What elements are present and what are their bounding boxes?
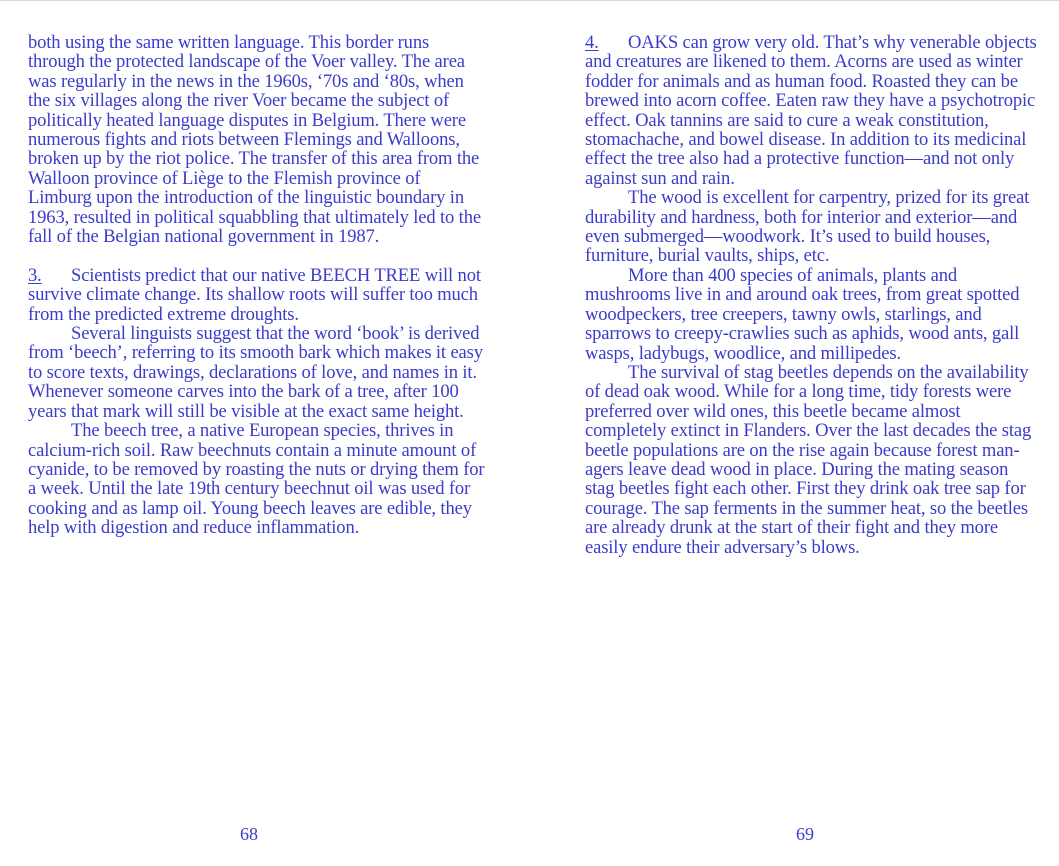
top-border [0, 0, 1059, 1]
page-number-right: 69 [796, 824, 814, 844]
section-3-intro [28, 266, 488, 324]
left-page [28, 33, 488, 538]
section-number-3: 3. [28, 264, 42, 286]
paragraph-voer: both using the same written language. This border runs through the protected landscape of the Voer valley. The area was regularly in the news in the 1960s, ‘70s and ‘80s, when the six villages along the river Voer became the subject of politically heated language disputes in Belgium. There were numerous fights and riots between Flemings and Walloons, broken up by the riot police. The transfer of this area from the Walloon province of Liège to the Flemish province of Limburg upon the introduction of the linguistic boundary in 1963, resulted in political squabbling that ultimately led to the fall of the Belgian national government in 1987. [28, 32, 481, 248]
section-4-intro [585, 33, 1040, 188]
right-page [585, 33, 1040, 557]
section-4-first-text: OAKS can grow very old. That’s why venerable objects and creatures are likened to them. Acorns are used as winter fodder for animals and as human food. Roasted they can be brewed into acorn coffee. Eaten raw they have a psychotropic effect. Oak tannins are said to cure a weak constitution, stomachache, and bowel disease. In addition to its medicinal effect the tree also had a protective function—and not only against sun and rain. [585, 32, 1037, 189]
section-3-first-text: Scientists predict that our native BEECH TREE will not survive climate change. Its shallow roots will suffer too much from the predicted extreme droughts. [28, 264, 481, 325]
right-page-text [585, 33, 1040, 557]
paragraph-oak-species: More than 400 species of animals, plants and mushrooms live in and around oak trees, from great spotted woodpeckers, tree creepers, tawny owls, starlings, and sparrows to creepy-crawlies such as aphids, wood ants, gall wasps, ladybugs, woodlice, and millipedes. [585, 264, 1020, 364]
page-number-left: 68 [240, 824, 258, 844]
left-page-text [28, 33, 488, 538]
paragraph-beech-species: The beech tree, a native European species, thrives in calcium-rich soil. Raw beechnuts contain a minute amount of cyanide, to be removed by roasting the nuts or drying them for a week. Until the late 19th century beechnut oil was used for cooking and as lamp oil. Young beech leaves are edible, they help with digestion and reduce inflammation. [28, 420, 485, 539]
paragraph-beech-book: Several linguists suggest that the word ‘book’ is derived from ‘beech’, referring to its smooth bark which makes it easy to score texts, drawings, declarations of love, and names in it. Whenever someone carves into the bark of a tree, after 100 years that mark will still be visible at the exact same height. [28, 323, 483, 422]
paragraph-stag-beetles: The survival of stag beetles depends on the availability of dead oak wood. While for a long time, tidy forests were preferred over wild ones, this beetle became almost completely extinct in Flanders. Over the last decades the stag beetle populations are on the rise again because forest managers leave dead wood in place. During the mating season stag beetles fight each other. First they drink oak tree sap for courage. The sap ferments in the summer heat, so the beetles are already drunk at the start of their fight and they more easily endure their adversary’s blows. [585, 361, 1032, 558]
paragraph-oak-wood: The wood is excellent for carpentry, prized for its great durability and hardness, both for interior and exterior—and even submerged—woodwork. It’s used to build houses, furniture, burial vaults, ships, etc. [585, 187, 1030, 267]
section-number-4: 4. [585, 32, 599, 53]
